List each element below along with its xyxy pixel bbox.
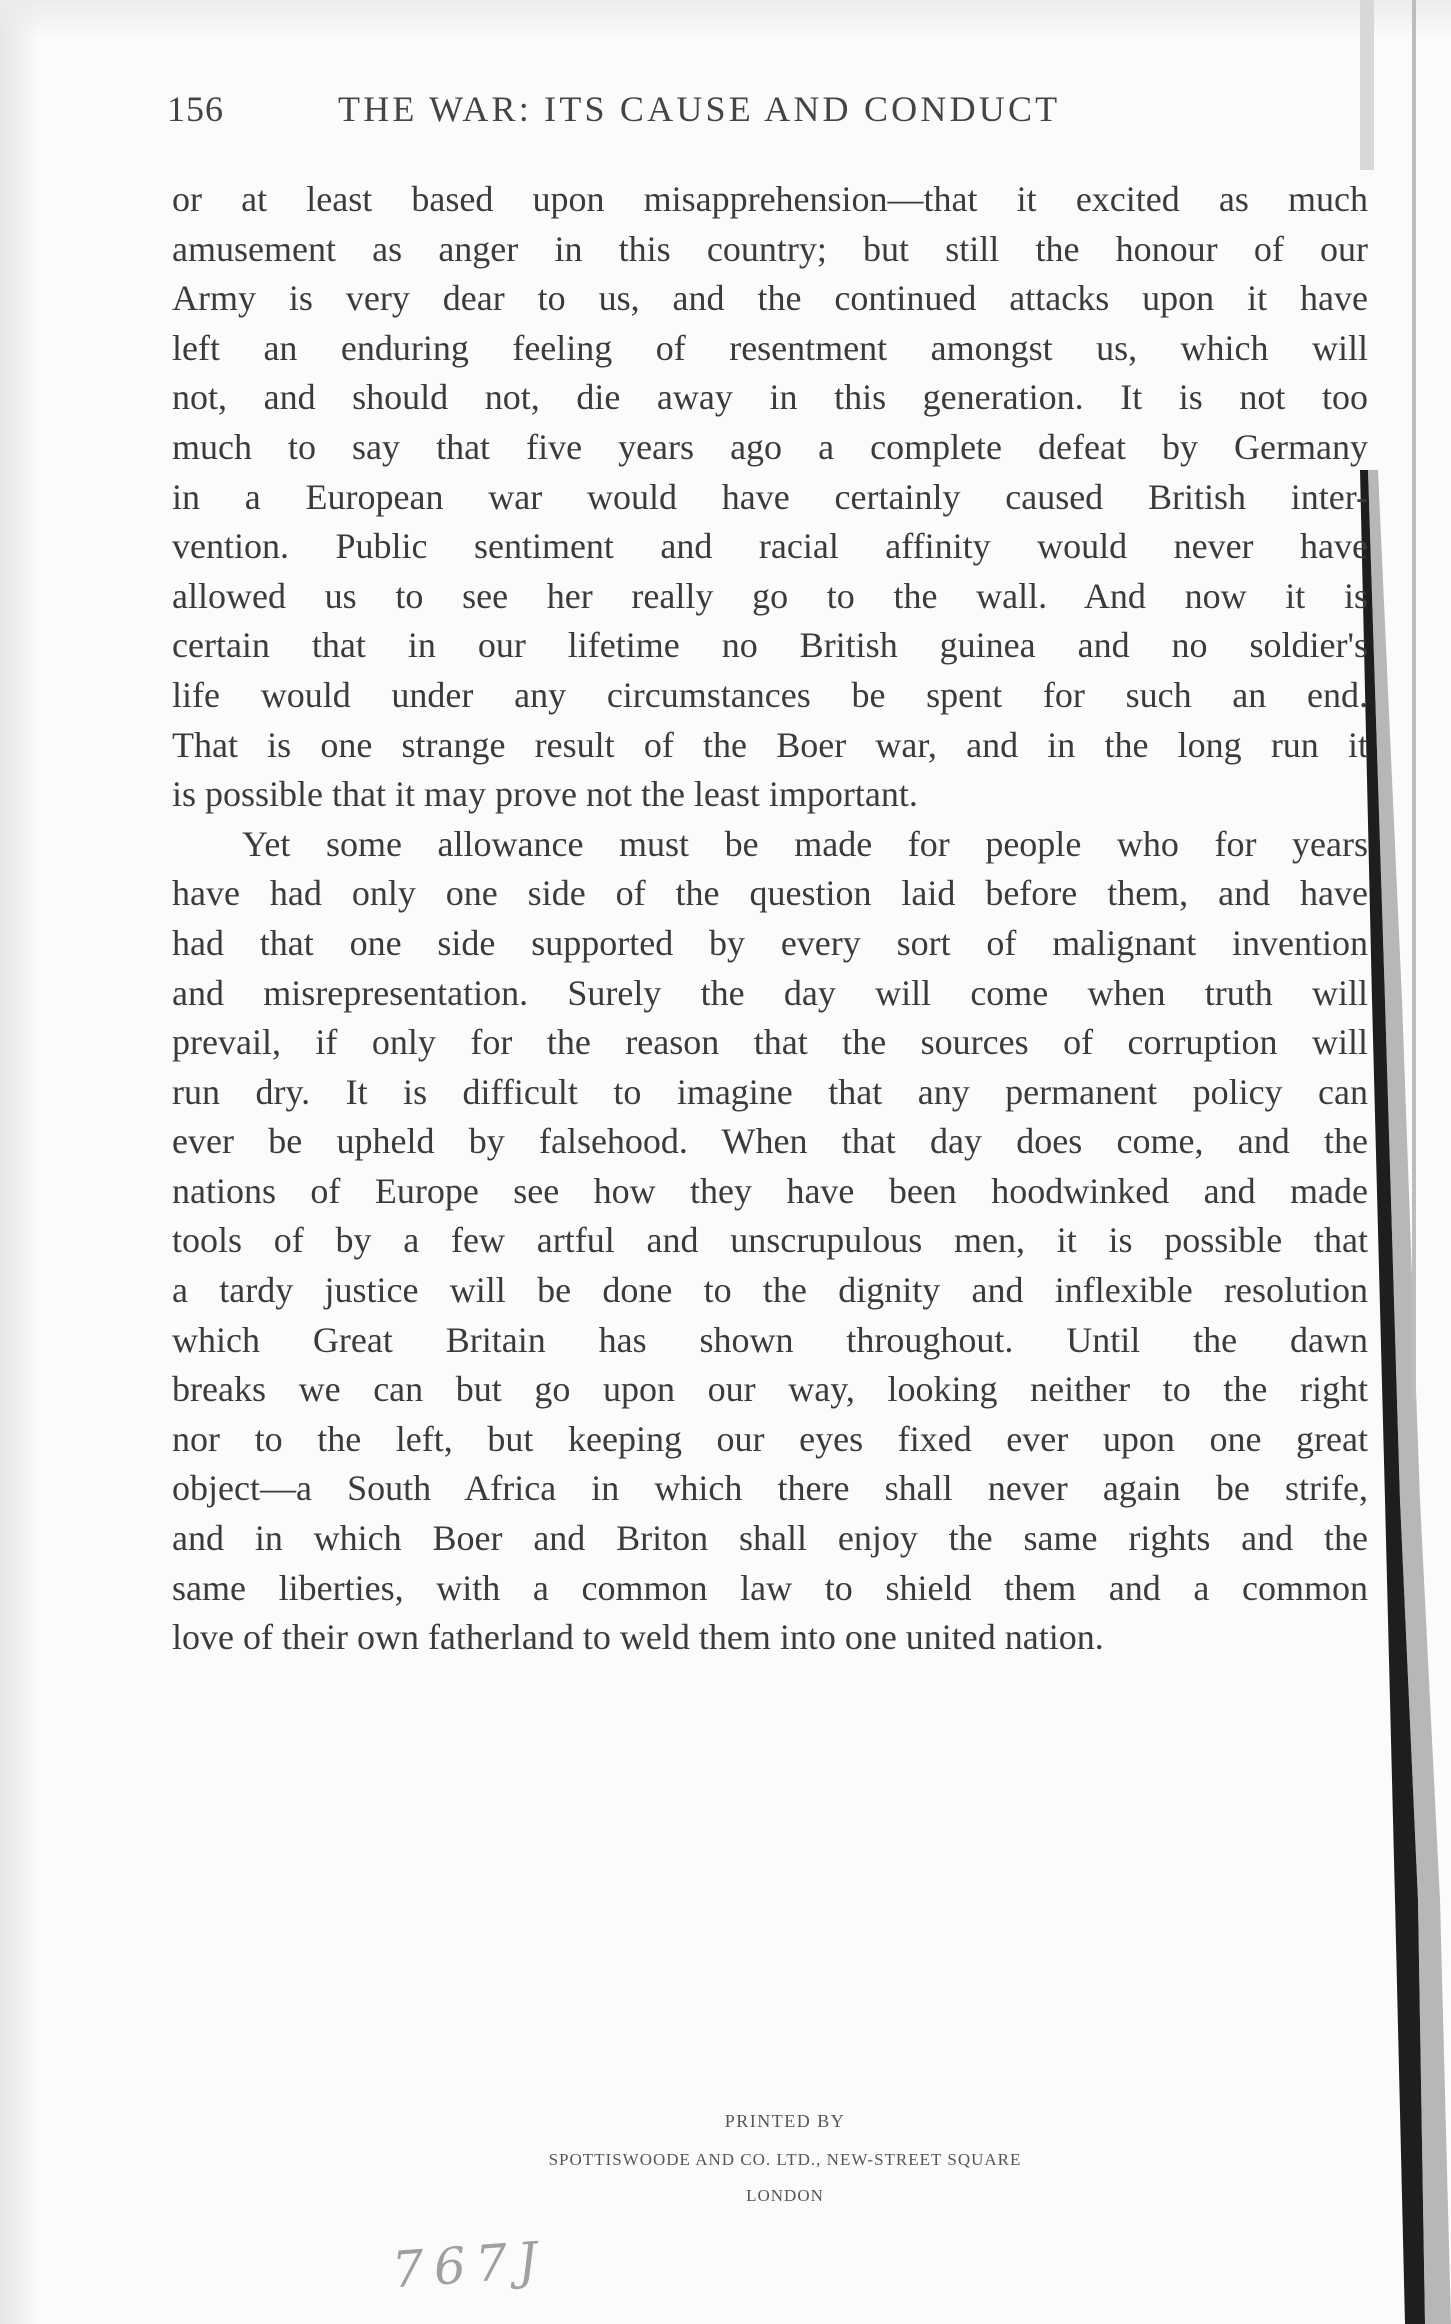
text-line: tools of by a few artful and unscrupulous men, it is possible that	[172, 1220, 1368, 1261]
imprint-city: LONDON	[746, 2186, 824, 2205]
text-line: Yet some allowance must be made for people who for years	[242, 823, 1368, 864]
text-line: or at least based upon misapprehension—that it excited as much	[172, 179, 1368, 219]
text-line: ever be upheld by falsehood. When that day does come, and the	[172, 1121, 1368, 1162]
text-line: amusement as anger in this country; but still the honour of our	[172, 228, 1368, 269]
text-line: prevail, if only for the reason that the sources of corruption will	[172, 1022, 1368, 1063]
text-line: have had only one side of the question laid before them, and have	[172, 873, 1368, 914]
text-line: certain that in our lifetime no British guinea and no soldier's	[172, 625, 1368, 666]
body-text	[172, 175, 1368, 1663]
text-line: Army is very dear to us, and the continued attacks upon it have	[172, 278, 1368, 319]
handwritten-shelf-number: 767J	[390, 2230, 550, 2300]
text-line: in a European war would have certainly caused British inter-	[172, 476, 1368, 517]
text-line: left an enduring feeling of resentment amongst us, which will	[172, 327, 1368, 368]
text-line: and misrepresentation. Surely the day will come when truth will	[172, 972, 1368, 1013]
text-line: much to say that five years ago a complete defeat by Germany	[172, 426, 1368, 467]
imprint-printed-by: PRINTED BY	[724, 2111, 846, 2131]
text-line: vention. Public sentiment and racial affinity would never have	[172, 526, 1368, 567]
paragraph	[172, 820, 1368, 1663]
text-line: a tardy justice will be done to the dignity and inflexible resolution	[172, 1270, 1368, 1311]
text-line: life would under any circumstances be spent for such an end.	[172, 674, 1368, 715]
page-number: 156	[167, 89, 224, 129]
text-line: breaks we can but go upon our way, looking neither to the right	[172, 1369, 1368, 1410]
page-edge-right-strip	[1360, 0, 1374, 170]
text-line: is possible that it may prove not the least important.	[172, 774, 918, 815]
text-line: nor to the left, but keeping our eyes fixed ever upon one great	[172, 1418, 1368, 1459]
running-title: THE WAR: ITS CAUSE AND CONDUCT	[338, 89, 1061, 129]
text-line: and in which Boer and Briton shall enjoy the same rights and the	[172, 1518, 1368, 1559]
paragraph	[172, 175, 1368, 820]
text-line: run dry. It is difficult to imagine that any permanent policy can	[172, 1071, 1368, 1112]
text-line: which Great Britain has shown throughout. Until the dawn	[172, 1319, 1368, 1360]
text-line: not, and should not, die away in this generation. It is not too	[172, 377, 1368, 418]
text-line: same liberties, with a common law to shield them and a common	[172, 1567, 1368, 1608]
imprint-printer-name: SPOTTISWOODE AND CO. LTD., NEW-STREET SQUARE	[548, 2150, 1022, 2169]
text-line: That is one strange result of the Boer war, and in the long run it	[172, 724, 1368, 765]
text-line: object—a South Africa in which there shall never again be strife,	[172, 1468, 1368, 1509]
text-line: nations of Europe see how they have been hoodwinked and made	[172, 1170, 1368, 1211]
text-line: love of their own fatherland to weld them into one united nation.	[172, 1617, 1104, 1658]
text-line: allowed us to see her really go to the wall. And now it is	[172, 575, 1368, 616]
running-header	[167, 88, 1267, 134]
page-edge-right-line	[1412, 0, 1416, 1400]
text-line: had that one side supported by every sort of malignant invention	[172, 922, 1368, 963]
